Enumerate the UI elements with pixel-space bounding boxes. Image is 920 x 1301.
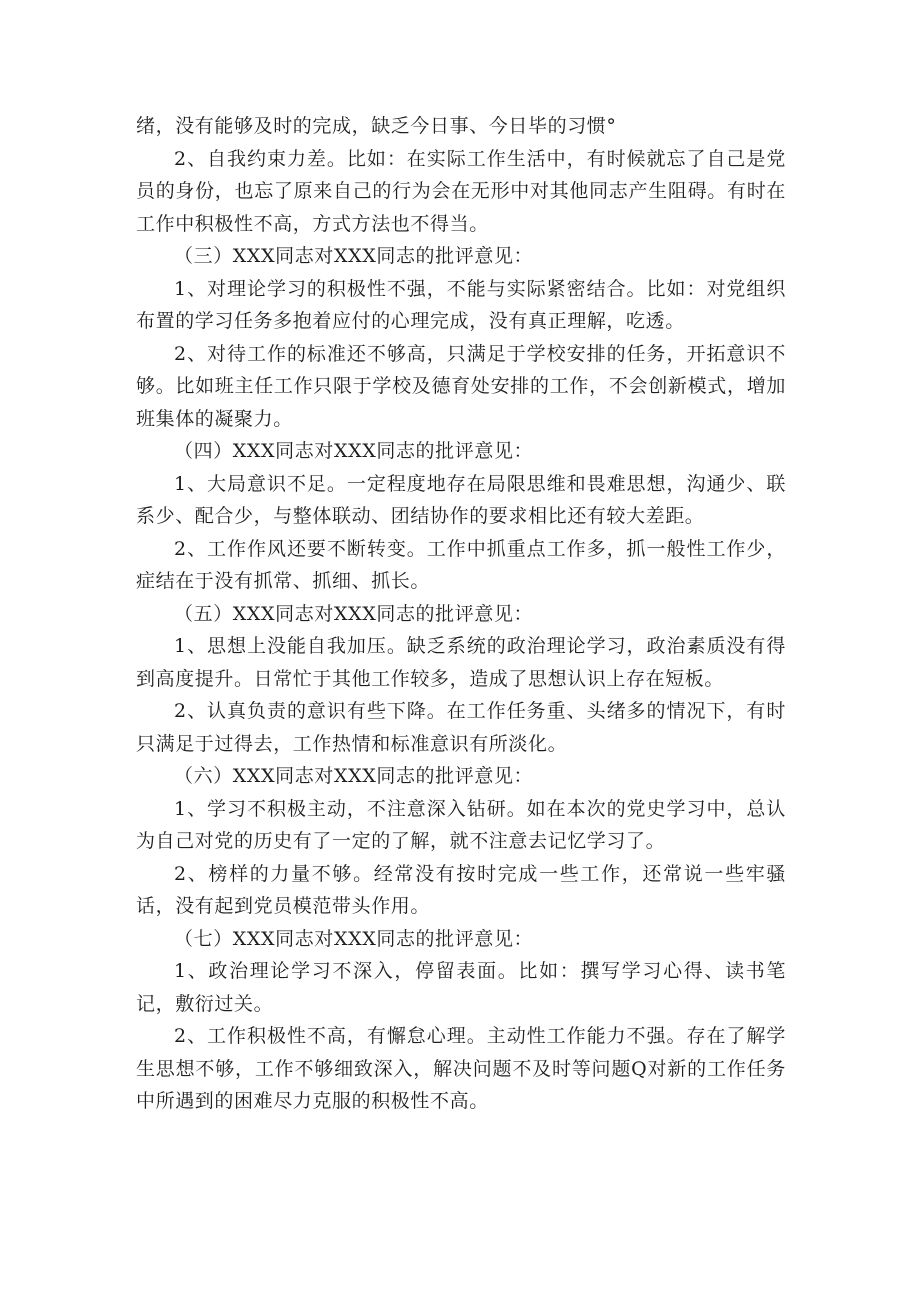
criticism-item: 2、对待工作的标准还不够高，只满足于学校安排的任务，开拓意识不够。比如班主任工作只限于学校及德育处安排的工作，不会创新模式，增加班集体的凝聚力。: [136, 342, 786, 430]
paragraph-continuation: 绪，没有能够及时的完成，缺乏今日事、今日毕的习惯°: [136, 115, 617, 137]
section-heading-3: （三）XXX同志对XXX同志的批评意见：: [174, 245, 534, 267]
section-heading-6: （六）XXX同志对XXX同志的批评意见：: [174, 765, 534, 787]
section-heading-7: （七）XXX同志对XXX同志的批评意见：: [174, 927, 534, 950]
criticism-item: 1、对理论学习的积极性不强，不能与实际紧密结合。比如：对党组织布置的学习任务多抱着应付的心理完成，没有真正理解，吃透。: [136, 277, 786, 332]
criticism-item: 2、榜样的力量不够。经常没有按时完成一些工作，还常说一些牢骚话，没有起到党员模范带头作用。: [136, 862, 786, 917]
criticism-item: 1、大局意识不足。一定程度地存在局限思维和畏难思想，沟通少、联系少、配合少，与整体联动、团结协作的要求相比还有较大差距。: [136, 472, 786, 527]
document-body: [136, 110, 786, 1118]
criticism-item: 1、学习不积极主动，不注意深入钻研。如在本次的党史学习中，总认为自己对党的历史有了一定的了解，就不注意去记忆学习了。: [136, 797, 786, 852]
criticism-item: 1、政治理论学习不深入，停留表面。比如：撰写学习心得、读书笔记，敷衍过关。: [136, 960, 786, 1015]
section-heading-4: （四）XXX同志对XXX同志的批评意见：: [174, 440, 534, 462]
criticism-item: 2、工作作风还要不断转变。工作中抓重点工作多，抓一般性工作少，症结在于没有抓常、抓细、抓长。: [136, 537, 786, 592]
criticism-item: 2、认真负责的意识有些下降。在工作任务重、头绪多的情况下，有时只满足于过得去，工作热情和标准意识有所淡化。: [136, 700, 786, 755]
criticism-item: 2、工作积极性不高，有懈怠心理。主动性工作能力不强。存在了解学生思想不够，工作不够细致深入，解决问题不及时等问题Q对新的工作任务中所遇到的困难尽力克服的积极性不高。: [136, 1025, 786, 1112]
section-heading-5: （五）XXX同志对XXX同志的批评意见：: [174, 602, 534, 625]
criticism-item: 1、思想上没能自我加压。缺乏系统的政治理论学习，政治素质没有得到高度提升。日常忙于其他工作较多，造成了思想认识上存在短板。: [136, 635, 786, 690]
criticism-item: 2、自我约束力差。比如：在实际工作生活中，有时候就忘了自己是党员的身份，也忘了原来自己的行为会在无形中对其他同志产生阻碍。有时在工作中积极性不高，方式方法也不得当。: [136, 147, 786, 235]
